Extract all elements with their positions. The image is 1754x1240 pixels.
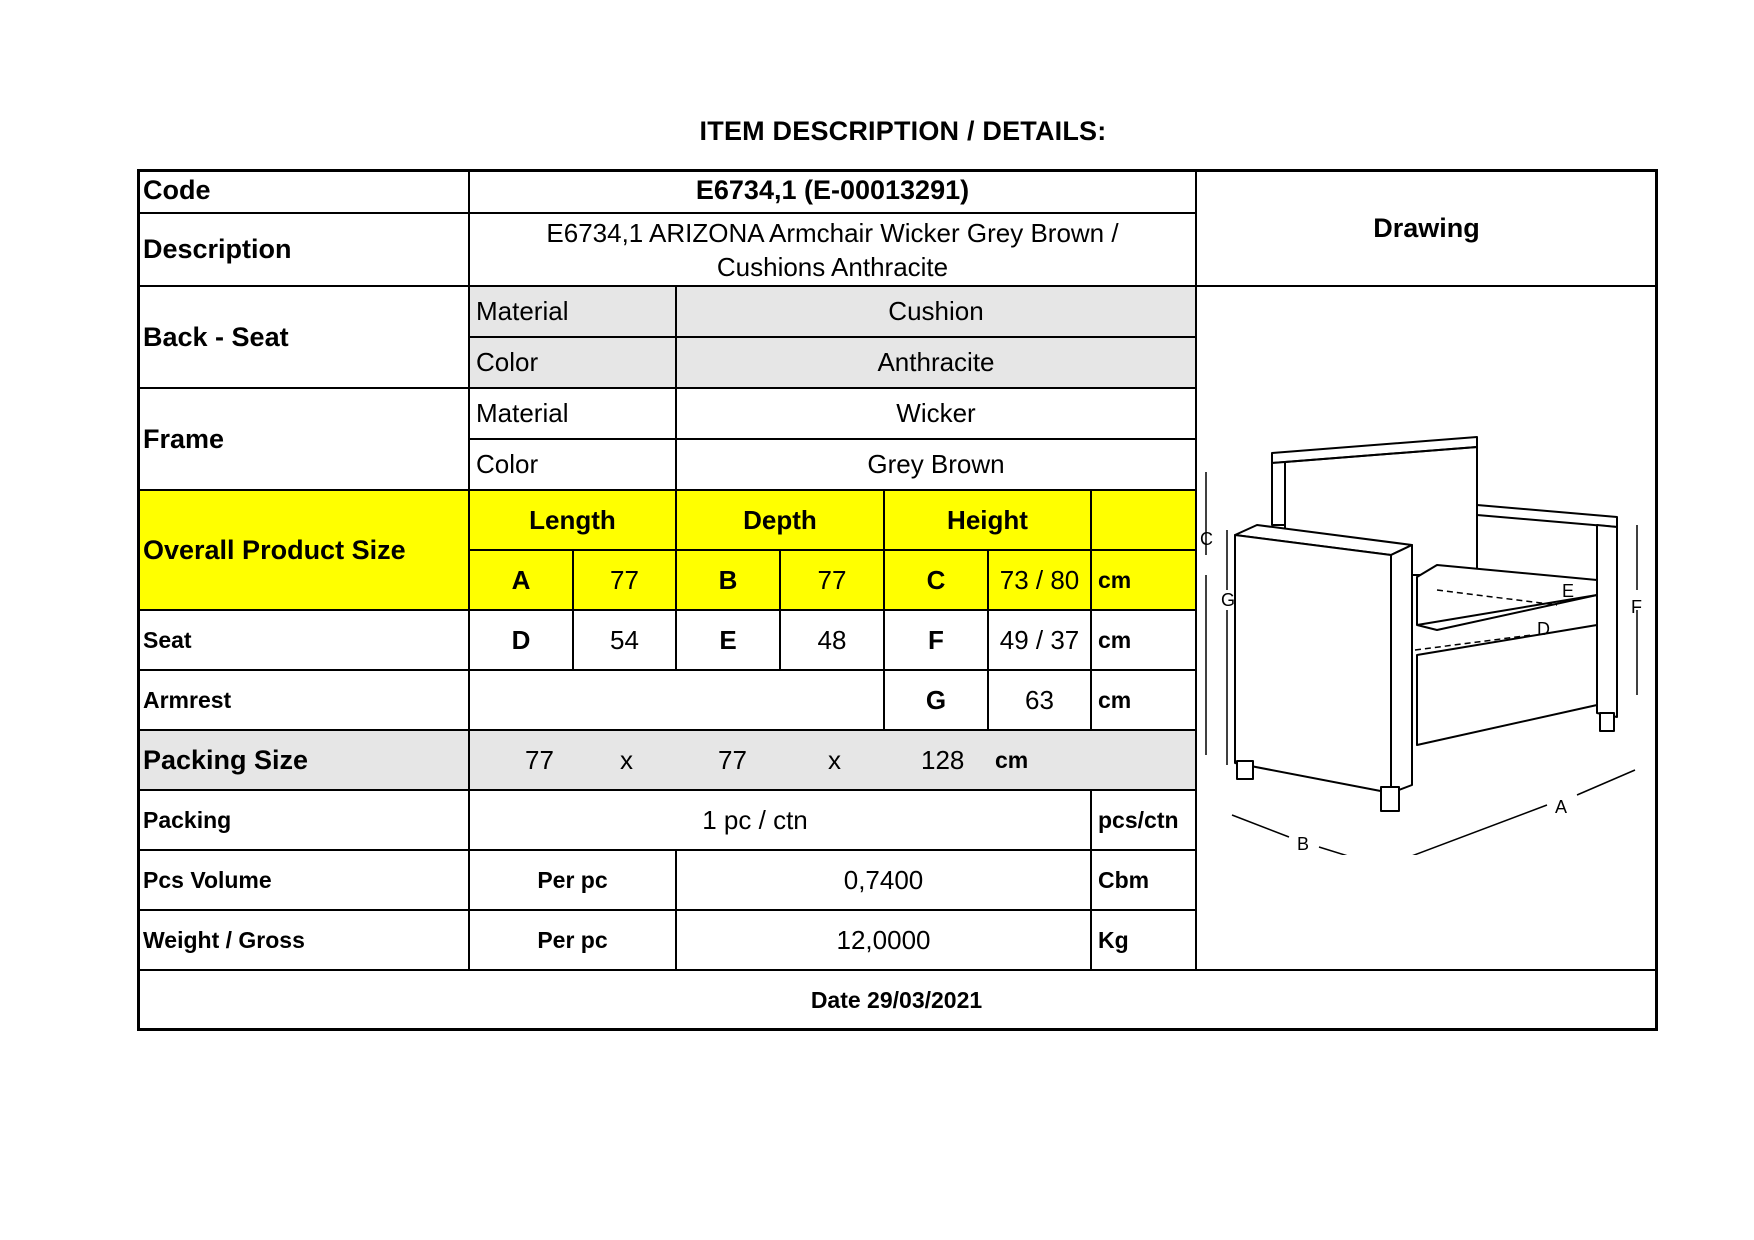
armrest-empty <box>470 671 885 731</box>
dim-b-letter: B <box>677 551 781 611</box>
armrest-unit: cm <box>1092 671 1197 731</box>
packing-value: 1 pc / ctn <box>470 791 1092 851</box>
pcs-volume-label: Pcs Volume <box>137 851 470 911</box>
dim-g-value: 63 <box>989 671 1092 731</box>
packing-size-height: 128 <box>921 744 965 775</box>
frame-color-label: Color <box>470 440 677 491</box>
weight-value: 12,0000 <box>677 911 1092 971</box>
packing-size-sep-2: x <box>828 744 841 775</box>
left-arm-side <box>1235 535 1391 793</box>
page-heading: ITEM DESCRIPTION / DETAILS: <box>699 116 1107 146</box>
overall-size-label: Overall Product Size <box>137 491 470 611</box>
packing-size-label: Packing Size <box>137 731 470 791</box>
packing-size-length: 77 <box>525 744 554 775</box>
seat-label: Seat <box>137 611 470 671</box>
packing-label: Packing <box>137 791 470 851</box>
packing-unit: pcs/ctn <box>1092 791 1197 851</box>
drawing-letter-d: D <box>1537 619 1550 639</box>
seat-base <box>1417 625 1597 745</box>
pcs-volume-unit: Cbm <box>1092 851 1197 911</box>
back-seat-label: Back - Seat <box>137 287 470 389</box>
pcs-volume-per: Per pc <box>470 851 677 911</box>
back-seat-color-value: Anthracite <box>677 338 1197 389</box>
size-header-empty <box>1092 491 1197 551</box>
dim-e-letter: E <box>677 611 781 671</box>
packing-size-unit: cm <box>995 746 1029 773</box>
dim-f-value: 49 / 37 <box>989 611 1092 671</box>
dim-c-value: 73 / 80 <box>989 551 1092 611</box>
drawing-letter-b: B <box>1297 834 1310 854</box>
description-label: Description <box>137 214 470 287</box>
right-arm-front <box>1597 525 1617 717</box>
weight-unit: Kg <box>1092 911 1197 971</box>
left-front-leg <box>1381 787 1399 811</box>
overall-size-unit: cm <box>1092 551 1197 611</box>
back-seat-material-label: Material <box>470 287 677 338</box>
packing-size-sep-1: x <box>620 744 633 775</box>
frame-material-value: Wicker <box>677 389 1197 440</box>
back-seat-color-label: Color <box>470 338 677 389</box>
drawing-letter-f: F <box>1631 597 1642 617</box>
description-value <box>470 214 1197 287</box>
frame-material-label: Material <box>470 389 677 440</box>
depth-header: Depth <box>677 491 885 551</box>
weight-label: Weight / Gross <box>137 911 470 971</box>
dim-d-letter: D <box>470 611 574 671</box>
description-line-1: E6734,1 ARIZONA Armchair Wicker Grey Brown / <box>546 217 1119 248</box>
dim-c-letter: C <box>885 551 989 611</box>
length-header: Length <box>470 491 677 551</box>
dim-e-value: 48 <box>781 611 885 671</box>
weight-per: Per pc <box>470 911 677 971</box>
drawing-letter-e: E <box>1562 581 1575 601</box>
dim-a-value: 77 <box>574 551 677 611</box>
right-arm-top <box>1477 505 1617 527</box>
dim-g-letter: G <box>885 671 989 731</box>
backrest-side <box>1272 462 1285 525</box>
code-value: E6734,1 (E-00013291) <box>470 169 1197 214</box>
drawing-letter-c: C <box>1200 529 1213 549</box>
height-header: Height <box>885 491 1092 551</box>
drawing-letter-a: A <box>1555 797 1568 817</box>
dim-a-letter: A <box>470 551 574 611</box>
code-label: Code <box>137 169 470 214</box>
dim-b-line-right <box>1319 847 1377 855</box>
drawing-label: Drawing <box>1197 169 1658 287</box>
dim-d-value: 54 <box>574 611 677 671</box>
back-seat-material-value: Cushion <box>677 287 1197 338</box>
packing-size-depth: 77 <box>718 744 747 775</box>
armrest-label: Armrest <box>137 671 470 731</box>
dim-b-value: 77 <box>781 551 885 611</box>
dim-a-line-right <box>1577 770 1635 795</box>
packing-size-values <box>470 731 1197 791</box>
armchair-drawing <box>1197 425 1657 855</box>
frame-color-value: Grey Brown <box>677 440 1197 491</box>
dim-f-letter: F <box>885 611 989 671</box>
pcs-volume-value: 0,7400 <box>677 851 1092 911</box>
date-footer: Date 29/03/2021 <box>137 971 1658 1031</box>
left-back-leg <box>1237 761 1253 779</box>
seat-unit: cm <box>1092 611 1197 671</box>
drawing-letter-g: G <box>1221 590 1236 610</box>
right-back-leg <box>1600 713 1614 731</box>
dim-a-line-left <box>1409 805 1547 855</box>
frame-label: Frame <box>137 389 470 491</box>
dim-b-line-left <box>1232 815 1289 837</box>
left-arm-front <box>1391 545 1412 793</box>
description-line-2: Cushions Anthracite <box>716 251 949 282</box>
